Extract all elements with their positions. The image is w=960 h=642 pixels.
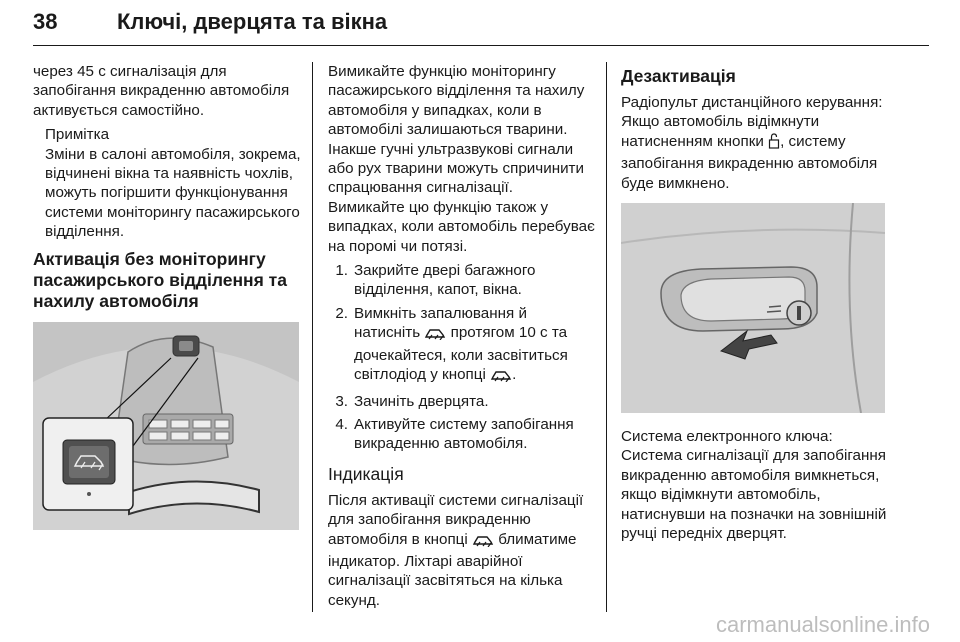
paragraph-remote: Радіопульт дистанційного керування: Якщо автомобіль відімкнути натисненням кнопки , систему запобігання викраденню автомобіля буде вимкнено. bbox=[621, 94, 883, 192]
page-header-title: Ключі, дверцята та вікна bbox=[117, 9, 388, 34]
list-item: 1. Закрийте двері багажного відділення, капот, вікна. bbox=[335, 262, 536, 299]
steps-list bbox=[328, 261, 596, 454]
page-number: 38 bbox=[33, 9, 58, 34]
section-heading-activation: Активація без моніторингу пасажирського відділення та нахилу автомобіля bbox=[33, 248, 287, 311]
ceiling-console-illustration bbox=[33, 322, 299, 530]
header-rule bbox=[33, 45, 929, 46]
paragraph-animals: Вимикайте функцію моніторингу пасажирського відділення та нахилу автомобіля у випадках, коли в автомобілі залишаються тварини. Інакше гучні ультразвукові сигнали або рух тварини можуть спричинити спрацювання сигналізації. bbox=[328, 63, 585, 197]
column-left bbox=[33, 62, 301, 530]
note-text: Зміни в салоні автомобіля, зокрема, відчинені вікна та наявність чохлів, можуть погіршити функціонування системи моніторингу пасажирського відділення. bbox=[45, 145, 301, 241]
list-item: 2. Вимкніть запалювання й натисніть протягом 10 с та дочекайтеся, коли засвітиться світлодіод у кнопці . bbox=[328, 304, 596, 388]
watermark: carmanualsonline.info bbox=[715, 612, 930, 637]
column-divider-left bbox=[312, 62, 313, 612]
column-right bbox=[621, 62, 889, 543]
car-tilt-sensor-icon bbox=[472, 533, 494, 552]
note-block bbox=[45, 125, 301, 241]
column-divider-right bbox=[606, 62, 607, 612]
intro-paragraph: через 45 с сигналізація для запобігання викраденню автомобіля активується самостійно. bbox=[33, 63, 290, 119]
note-title: Примітка bbox=[45, 126, 110, 144]
car-tilt-sensor-icon bbox=[490, 368, 512, 387]
paragraph-indication: Після активації системи сигналізації для запобігання викраденню автомобіля в кнопці блиматиме індикатор. Ліхтарі аварійної сигналізації засвітяться на кілька секунд. bbox=[328, 491, 584, 609]
door-handle-illustration bbox=[621, 203, 885, 413]
section-heading-deactivation: Дезактивація bbox=[621, 66, 736, 86]
car-tilt-sensor-icon bbox=[424, 326, 446, 345]
unlock-icon bbox=[768, 133, 780, 154]
list-item: 3. Зачиніть дверцята. bbox=[335, 392, 489, 410]
column-middle bbox=[328, 62, 596, 610]
paragraph-keyless: Система електронного ключа: Система сигналізації для запобігання викраденню автомобіля вимкнеться, якщо відімкнути автомобіль, натиснувши на позначки на зовнішній ручці передніх дверцят. bbox=[621, 428, 887, 543]
section-heading-indication: Індикація bbox=[328, 463, 404, 484]
list-item: 4. Активуйте систему запобігання викраденню автомобіля. bbox=[335, 415, 574, 453]
paragraph-ferry: Вимикайте цю функцію також у випадках, коли автомобіль перебуває на поромі чи потязі. bbox=[328, 198, 595, 255]
